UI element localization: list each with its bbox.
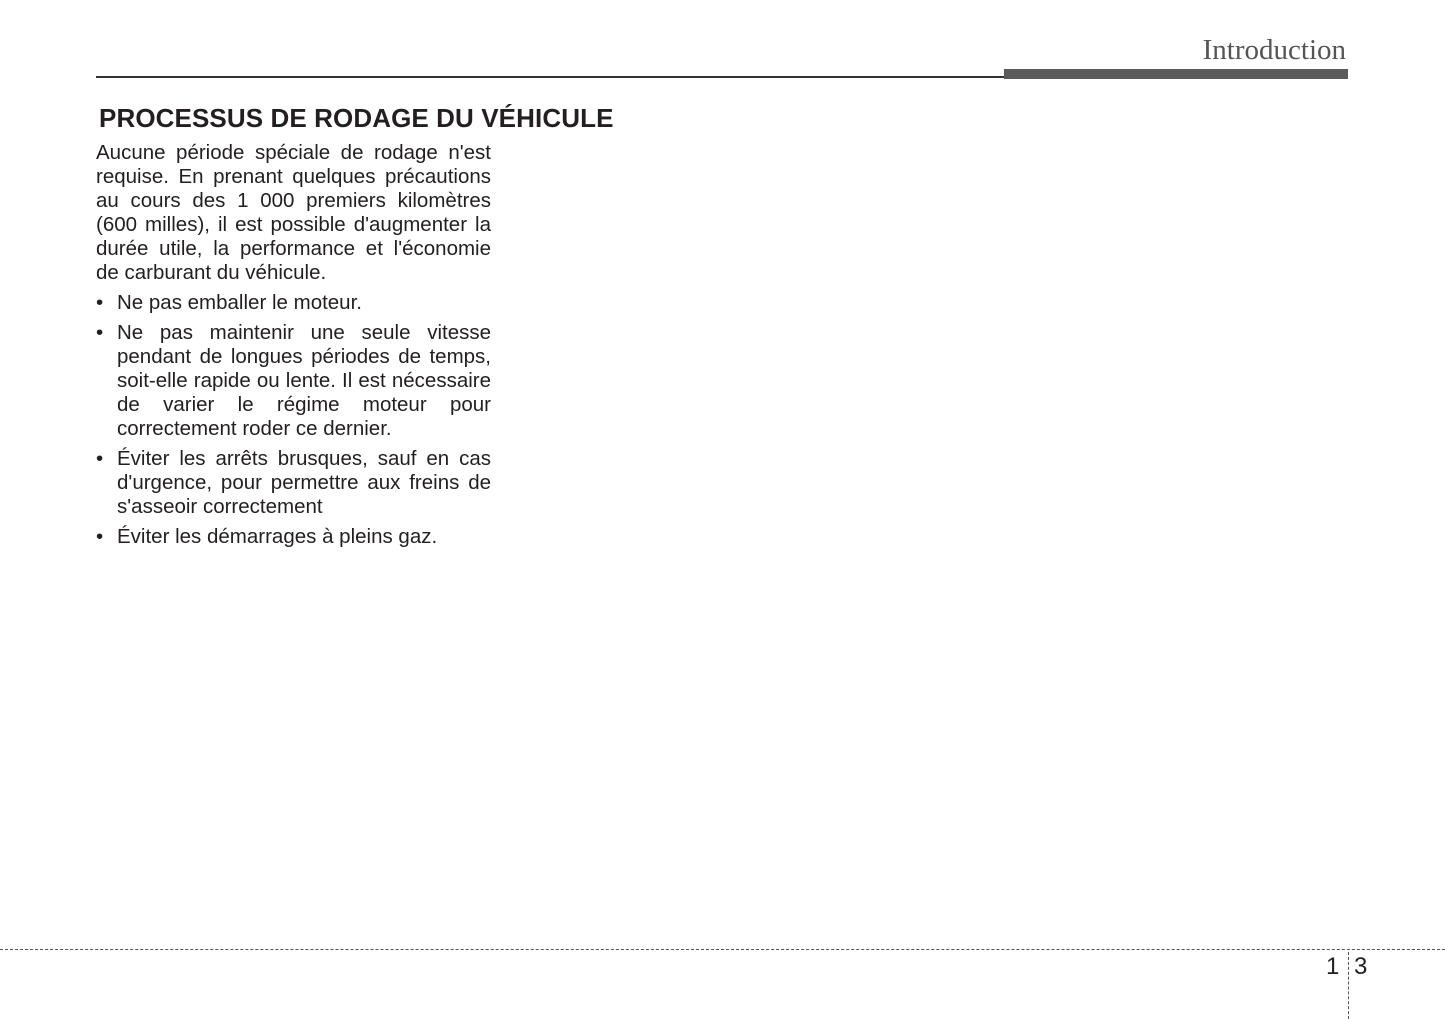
page-number: 3 [1354,953,1368,980]
list-item [96,447,491,519]
header-rule [96,76,1006,78]
list-item [96,321,491,441]
footer-page-divider [1348,952,1349,1019]
list-item-text: Éviter les démarrages à pleins gaz. [117,525,438,548]
list-item [96,525,491,549]
bullet-icon: • [96,321,104,344]
list-item [96,291,491,315]
running-header: Introduction [1202,34,1346,66]
precautions-list [96,291,491,549]
intro-paragraph: Aucune période spéciale de rodage n'est requise. En prenant quelques précautions au cours des 1 000 premiers kilomètres (600 milles), il est possible d'augmenter la durée utile, la performance et l'économie de carburant du véhicule. [96,141,491,284]
header-rule-accent [1004,69,1348,79]
bullet-icon: • [96,447,104,470]
list-item-text: Ne pas emballer le moteur. [117,291,362,314]
bullet-icon: • [96,291,104,314]
chapter-number: 1 [1326,953,1340,980]
footer-dashed-rule [0,949,1445,950]
section-body [96,141,491,555]
list-item-text: Ne pas maintenir une seule vitesse pendant de longues périodes de temps, soit-elle rapide ou lente. Il est nécessaire de varier le régime moteur pour correctement roder ce dernier. [117,321,491,440]
section-title: PROCESSUS DE RODAGE DU VÉHICULE [99,103,614,133]
bullet-icon: • [96,525,104,548]
list-item-text: Éviter les arrêts brusques, sauf en cas d'urgence, pour permettre aux freins de s'asseoir correctement [117,447,491,518]
